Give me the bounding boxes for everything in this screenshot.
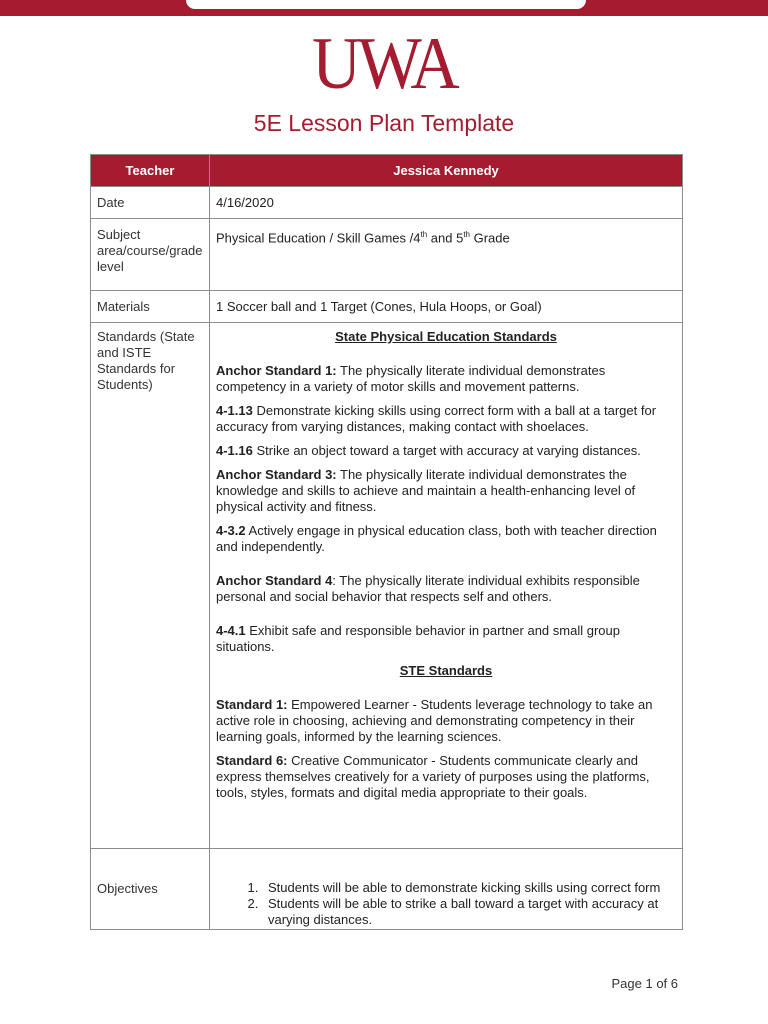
subject-label: Subject area/course/grade level xyxy=(91,219,210,291)
ste-standard-1-text: Empowered Learner - Students leverage technology to take an active role in choosing, achieving and demonstrating competency in their learning goals, informed by the learning sciences. xyxy=(216,697,653,744)
objectives-wrap xyxy=(216,849,676,929)
teacher-row xyxy=(91,155,683,187)
ste-standard-1 xyxy=(216,697,676,745)
page-title: 5E Lesson Plan Template xyxy=(253,110,515,136)
subject-sup-1: th xyxy=(420,230,428,239)
header-band xyxy=(0,0,768,16)
anchor-standard-4-label: Anchor Standard 4 xyxy=(216,573,333,588)
subject-value xyxy=(210,219,683,291)
standard-4-3-2 xyxy=(216,523,676,555)
standard-4-4-1-text: Exhibit safe and responsible behavior in partner and small group situations. xyxy=(216,623,620,654)
materials-value: 1 Soccer ball and 1 Target (Cones, Hula Hoops, or Goal) xyxy=(210,291,683,323)
teacher-label: Teacher xyxy=(91,155,210,187)
materials-label: Materials xyxy=(91,291,210,323)
lesson-plan-table xyxy=(90,154,683,930)
subject-row xyxy=(91,219,683,291)
ste-standard-6-text: Creative Communicator - Students communicate clearly and express themselves creatively for a variety of purposes using the platforms, tools, styles, formats and digital media appropriate to their goals. xyxy=(216,753,650,800)
objective-item: 1. Students will be able to demonstrate kicking skills using correct form xyxy=(262,880,676,896)
standard-4-1-13-text: Demonstrate kicking skills using correct form with a ball at a target for accuracy from varying distances, making contact with shoelaces. xyxy=(216,403,657,434)
anchor-standard-1-text: The physically literate individual demonstrates competency in a variety of motor skills and movement patterns. xyxy=(216,363,606,394)
standard-4-4-1 xyxy=(216,623,676,655)
anchor-standard-1-label: Anchor Standard 1: xyxy=(216,363,337,378)
ste-standards-heading: STE Standards xyxy=(399,663,493,678)
page-number: Page 1 of 6 xyxy=(611,976,678,991)
standards-row xyxy=(91,323,683,849)
standard-4-1-16 xyxy=(216,443,676,459)
standard-4-3-2-label: 4-3.2 xyxy=(216,523,246,538)
objectives-list xyxy=(216,880,676,928)
ste-standard-6 xyxy=(216,753,676,801)
ste-standard-6-label: Standard 6: xyxy=(216,753,288,768)
anchor-standard-3 xyxy=(216,467,676,515)
anchor-standard-4 xyxy=(216,573,676,605)
objective-item: 2. Students will be able to strike a ball toward a target with accuracy at varying distances. xyxy=(262,896,676,928)
standard-4-1-16-text: Strike an object toward a target with accuracy at varying distances. xyxy=(252,443,641,458)
objectives-content xyxy=(210,849,683,930)
standards-label: Standards (State and ISTE Standards for Students) xyxy=(91,323,210,849)
standard-4-1-16-label: 4-1.16 xyxy=(216,443,253,458)
standard-4-1-13 xyxy=(216,403,676,435)
materials-row xyxy=(91,291,683,323)
header-band-notch xyxy=(186,0,586,9)
anchor-standard-3-text: The physically literate individual demonstrates the knowledge and skills to achieve and maintain a health-enhancing level of physical activity and fitness. xyxy=(216,467,636,514)
anchor-standard-4-text: : The physically literate individual exhibits responsible personal and social behavior that respects self and others. xyxy=(216,573,640,604)
standard-4-3-2-text: Actively engage in physical education class, both with teacher direction and independently. xyxy=(216,523,657,554)
date-label: Date xyxy=(91,187,210,219)
standards-content xyxy=(210,323,683,849)
uwa-logo: UWA xyxy=(311,23,457,105)
subject-sup-2: th xyxy=(463,230,470,239)
subject-text: Physical Education / Skill Games /4 xyxy=(216,230,421,246)
standard-4-4-1-label: 4-4.1 xyxy=(216,623,246,638)
objectives-row xyxy=(91,849,683,930)
subject-tail: Grade xyxy=(469,230,510,246)
date-value: 4/16/2020 xyxy=(210,187,683,219)
anchor-standard-1 xyxy=(216,363,676,395)
objectives-label: Objectives xyxy=(91,849,210,930)
ste-standard-1-label: Standard 1: xyxy=(216,697,288,712)
standard-4-1-13-label: 4-1.13 xyxy=(216,403,253,418)
date-row xyxy=(91,187,683,219)
anchor-standard-3-label: Anchor Standard 3: xyxy=(216,467,337,482)
state-standards-heading: State Physical Education Standards xyxy=(335,329,557,344)
teacher-value: Jessica Kennedy xyxy=(210,155,683,187)
subject-and: and 5 xyxy=(427,230,464,246)
